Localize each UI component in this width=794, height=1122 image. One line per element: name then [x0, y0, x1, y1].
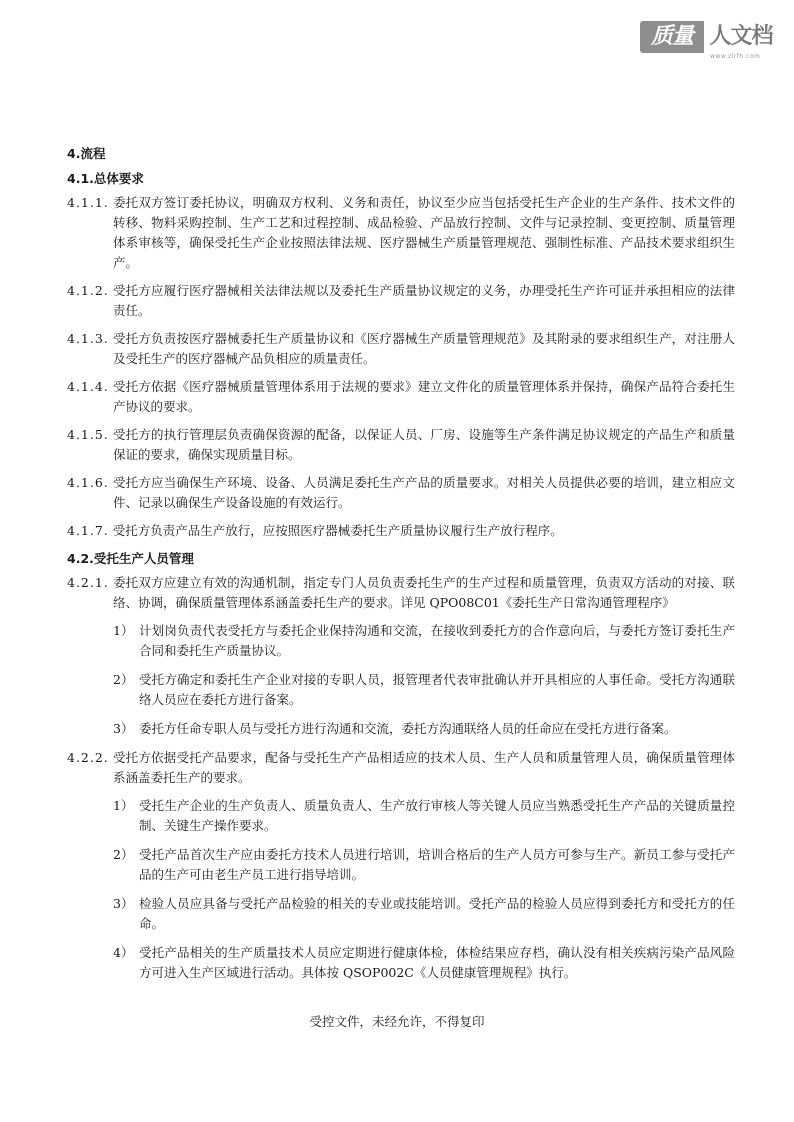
clause-text: 受托方的执行管理层负责确保资源的配备，以保证人员、厂房、设施等生产条件满足协议规定的产品生产和质量保证的要求，确保实现质量目标。	[112, 427, 735, 462]
clause-number: 4.1.1.	[67, 195, 109, 210]
sub-item-text: 委托方任命专职人员与受托方进行沟通和交流，委托方沟通联络人员的任命应在受托方进行备案。	[139, 721, 677, 736]
clause-number: 4.1.5.	[67, 427, 109, 442]
sub-item-marker: 3）	[113, 896, 134, 911]
clause-item	[67, 281, 735, 321]
clause-text: 受托方依据受托产品要求，配备与受托生产产品相适应的技术人员、生产人员和质量管理人员，确保质量管理体系涵盖委托生产的要求。	[112, 750, 735, 785]
sub-item-marker: 2）	[113, 847, 134, 862]
clause-text: 受托方应当确保生产环境、设备、人员满足委托生产产品的质量要求。对相关人员提供必要的培训，建立相应文件、记录以确保生产设备设施的有效运行。	[112, 475, 735, 510]
sub-item-marker: 2）	[113, 672, 134, 687]
clause-4-2-1	[67, 573, 735, 613]
clause-text: 受托方依据《医疗器械质量管理体系用于法规的要求》建立文件化的质量管理体系并保持，确保产品符合委托生产协议的要求。	[112, 379, 735, 414]
clause-text: 委托双方应建立有效的沟通机制，指定专门人员负责委托生产的生产过程和质量管理，负责双方活动的对接、联络、协调，确保质量管理体系涵盖委托生产的要求。详见 QPO08C01《委托生产日常沟通管理程序》	[112, 575, 735, 610]
clause-4-2-1-sublist	[67, 621, 735, 739]
sub-item	[113, 796, 735, 836]
clause-number: 4.1.6.	[67, 475, 109, 490]
clause-item	[67, 521, 735, 541]
clause-4-2-2-sublist	[67, 796, 735, 983]
sub-item-text: 受托产品相关的生产质量技术人员应定期进行健康体检，体检结果应存档，确认没有相关疾病污染产品风险方可进入生产区域进行活动。具体按 QSOP002C《人员健康管理规程》执行。	[139, 945, 735, 980]
sub-item-marker: 1）	[113, 623, 134, 638]
sub-item-text: 检验人员应具备与受托产品检验的相关的专业或技能培训。受托产品的检验人员应得到委托方和受托方的任命。	[139, 896, 735, 931]
logo-left-text: 质量	[640, 21, 704, 53]
clause-text: 委托双方签订委托协议，明确双方权利、义务和责任，协议至少应当包括受托生产企业的生产条件、技术文件的转移、物料采购控制、生产工艺和过程控制、成品检验、产品放行控制、文件与记录控制、变更控制、质量管理体系审核等，确保受托生产企业按照法律法规、医疗器械生产质量管理规范、强制性标准、产品技术要求组织生产。	[112, 195, 735, 270]
clause-item	[67, 329, 735, 369]
sub-item	[113, 845, 735, 885]
logo-mark	[640, 21, 778, 53]
clause-number: 4.1.4.	[67, 379, 109, 394]
section-title: 4.流程	[67, 146, 106, 161]
clause-number: 4.2.2.	[67, 750, 109, 765]
clause-number: 4.1.3.	[67, 331, 109, 346]
clause-item	[67, 473, 735, 513]
subsection-title-4-2: 4.2.受托生产人员管理	[67, 551, 194, 566]
clause-4-2-2	[67, 748, 735, 788]
logo-url: www.zlrfh.com	[710, 53, 761, 60]
sub-item	[113, 719, 735, 739]
sub-item	[113, 670, 735, 710]
general-requirements-list	[67, 193, 735, 541]
clause-text: 受托方负责按医疗器械委托生产质量协议和《医疗器械生产质量管理规范》及其附录的要求组织生产，对注册人及受托生产的医疗器械产品负相应的质量责任。	[112, 331, 735, 366]
page-footer: 受控文件，未经允许，不得复印	[309, 1014, 485, 1029]
sub-item	[113, 943, 735, 983]
clause-item	[67, 193, 735, 273]
sub-item-text: 受托产品首次生产应由委托方技术人员进行培训，培训合格后的生产人员方可参与生产。新员工参与受托产品的生产可由老生产员工进行指导培训。	[139, 847, 735, 882]
sub-item-marker: 4）	[113, 945, 134, 960]
clause-number: 4.1.7.	[67, 523, 109, 538]
sub-item	[113, 621, 735, 661]
clause-text: 受托方应履行医疗器械相关法律法规以及委托生产质量协议规定的义务，办理受托生产许可证并承担相应的法律责任。	[112, 283, 735, 318]
sub-item-marker: 3）	[113, 721, 134, 736]
clause-item	[67, 377, 735, 417]
subsection-title-4-1: 4.1.总体要求	[67, 171, 144, 186]
sub-item-text: 受托生产企业的生产负责人、质量负责人、生产放行审核人等关键人员应当熟悉受托生产产品的关键质量控制、关键生产操作要求。	[139, 798, 735, 833]
clause-number: 4.1.2.	[67, 283, 109, 298]
sub-item-text: 受托方确定和委托生产企业对接的专职人员，报管理者代表审批确认并开具相应的人事任命。受托方沟通联络人员应在委托方进行备案。	[139, 672, 735, 707]
clause-text: 受托方负责产品生产放行，应按照医疗器械委托生产质量协议履行生产放行程序。	[112, 523, 563, 538]
sub-item-marker: 1）	[113, 798, 134, 813]
sub-item-text: 计划岗负责代表受托方与委托企业保持沟通和交流，在接收到委托方的合作意向后，与委托方签订委托生产合同和委托生产质量协议。	[139, 623, 735, 658]
clause-item	[67, 425, 735, 465]
clause-number: 4.2.1.	[67, 575, 109, 590]
document-body	[67, 144, 735, 992]
sub-item	[113, 894, 735, 934]
site-logo	[640, 18, 782, 62]
logo-right-text: 人文档	[709, 24, 773, 49]
